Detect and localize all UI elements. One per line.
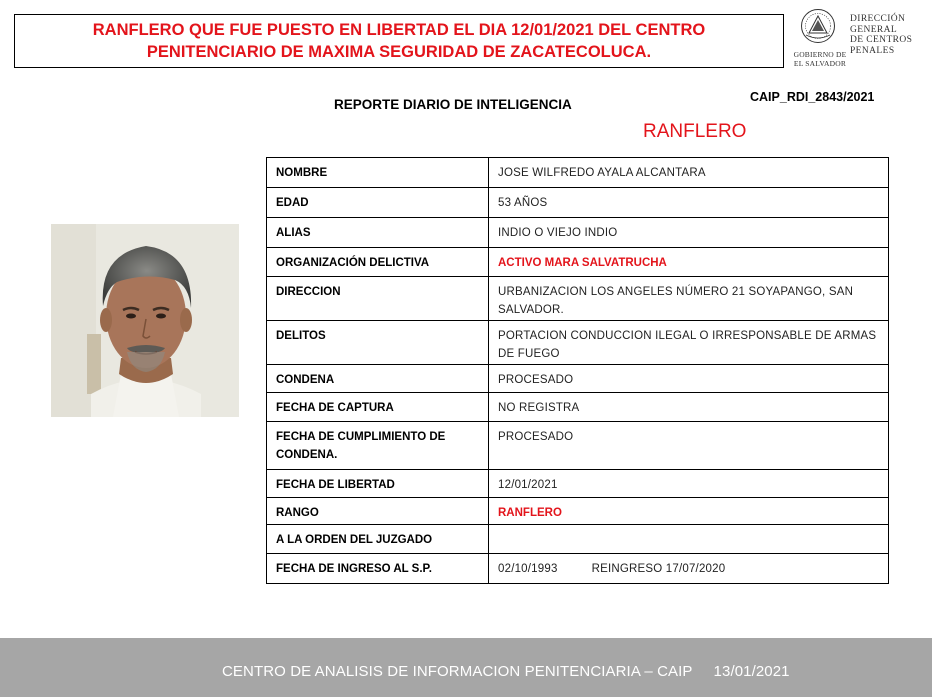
value-fecha-libertad: 12/01/2021: [489, 470, 889, 498]
row-direccion: [267, 277, 889, 321]
row-condena: [267, 365, 889, 393]
row-alias: [267, 218, 889, 248]
value-alias: INDIO O VIEJO INDIO: [489, 218, 889, 248]
value-organizacion: ACTIVO MARA SALVATRUCHA: [489, 248, 889, 277]
row-delitos: [267, 321, 889, 365]
label-fecha-captura: FECHA DE CAPTURA: [267, 393, 489, 422]
row-rango: [267, 498, 889, 525]
value-reingreso: REINGRESO 17/07/2020: [591, 563, 726, 575]
row-organizacion: [267, 248, 889, 277]
footer-bar: [0, 638, 932, 697]
value-fecha-captura: NO REGISTRA: [489, 393, 889, 422]
report-code: CAIP_RDI_2843/2021: [750, 90, 875, 104]
label-juzgado: A LA ORDEN DEL JUZGADO: [267, 525, 489, 554]
value-fecha-cumplimiento: PROCESADO: [489, 422, 889, 470]
report-title: REPORTE DIARIO DE INTELIGENCIA: [334, 97, 572, 112]
label-rango: RANGO: [267, 498, 489, 525]
row-edad: [267, 188, 889, 218]
row-fecha-cumplimiento: [267, 422, 889, 470]
value-condena: PROCESADO: [489, 365, 889, 393]
label-direccion: DIRECCION: [267, 277, 489, 321]
headline-box: [14, 14, 784, 68]
subject-photo: [51, 224, 239, 417]
dgcp-text: DIRECCIÓN GENERAL DE CENTROS PENALES: [850, 14, 913, 56]
headline-line-1: RANFLERO QUE FUE PUESTO EN LIBERTAD EL DIA 12/01/2021 DEL CENTRO: [92, 21, 706, 39]
row-fecha-captura: [267, 393, 889, 422]
value-edad: 53 AÑOS: [489, 188, 889, 218]
row-fecha-ingreso: [267, 554, 889, 584]
label-nombre: NOMBRE: [267, 158, 489, 188]
value-fecha-ingreso-date: 02/10/1993: [498, 563, 558, 575]
info-table: [266, 157, 889, 584]
label-fecha-cumplimiento: FECHA DE CUMPLIMIENTO DE CONDENA.: [267, 422, 489, 470]
value-fecha-ingreso: [489, 554, 889, 584]
label-condena: CONDENA: [267, 365, 489, 393]
label-organizacion: ORGANIZACIÓN DELICTIVA: [267, 248, 489, 277]
rank-title: RANFLERO: [643, 121, 747, 142]
row-fecha-libertad: [267, 470, 889, 498]
value-nombre: JOSE WILFREDO AYALA ALCANTARA: [489, 158, 889, 188]
row-juzgado: [267, 525, 889, 554]
label-edad: EDAD: [267, 188, 489, 218]
value-rango: RANFLERO: [489, 498, 889, 525]
label-fecha-libertad: FECHA DE LIBERTAD: [267, 470, 489, 498]
footer-text: CENTRO DE ANALISIS DE INFORMACION PENITENCIARIA – CAIP 13/01/2021: [222, 663, 790, 680]
gov-el-salvador-text: GOBIERNO DE EL SALVADOR: [793, 50, 847, 68]
row-nombre: [267, 158, 889, 188]
label-fecha-ingreso: FECHA DE INGRESO AL S.P.: [267, 554, 489, 584]
label-alias: ALIAS: [267, 218, 489, 248]
headline-line-2: PENITENCIARIO DE MAXIMA SEGURIDAD DE ZACATECOLUCA.: [146, 43, 652, 61]
value-juzgado: [489, 525, 889, 554]
label-delitos: DELITOS: [267, 321, 489, 365]
value-direccion: URBANIZACION LOS ANGELES NÚMERO 21 SOYAPANGO, SAN SALVADOR.: [489, 277, 889, 321]
value-delitos: PORTACION CONDUCCION ILEGAL O IRRESPONSABLE DE ARMAS DE FUEGO: [489, 321, 889, 365]
dgcp-logo: [792, 6, 932, 70]
coat-of-arms-icon: [800, 8, 836, 44]
